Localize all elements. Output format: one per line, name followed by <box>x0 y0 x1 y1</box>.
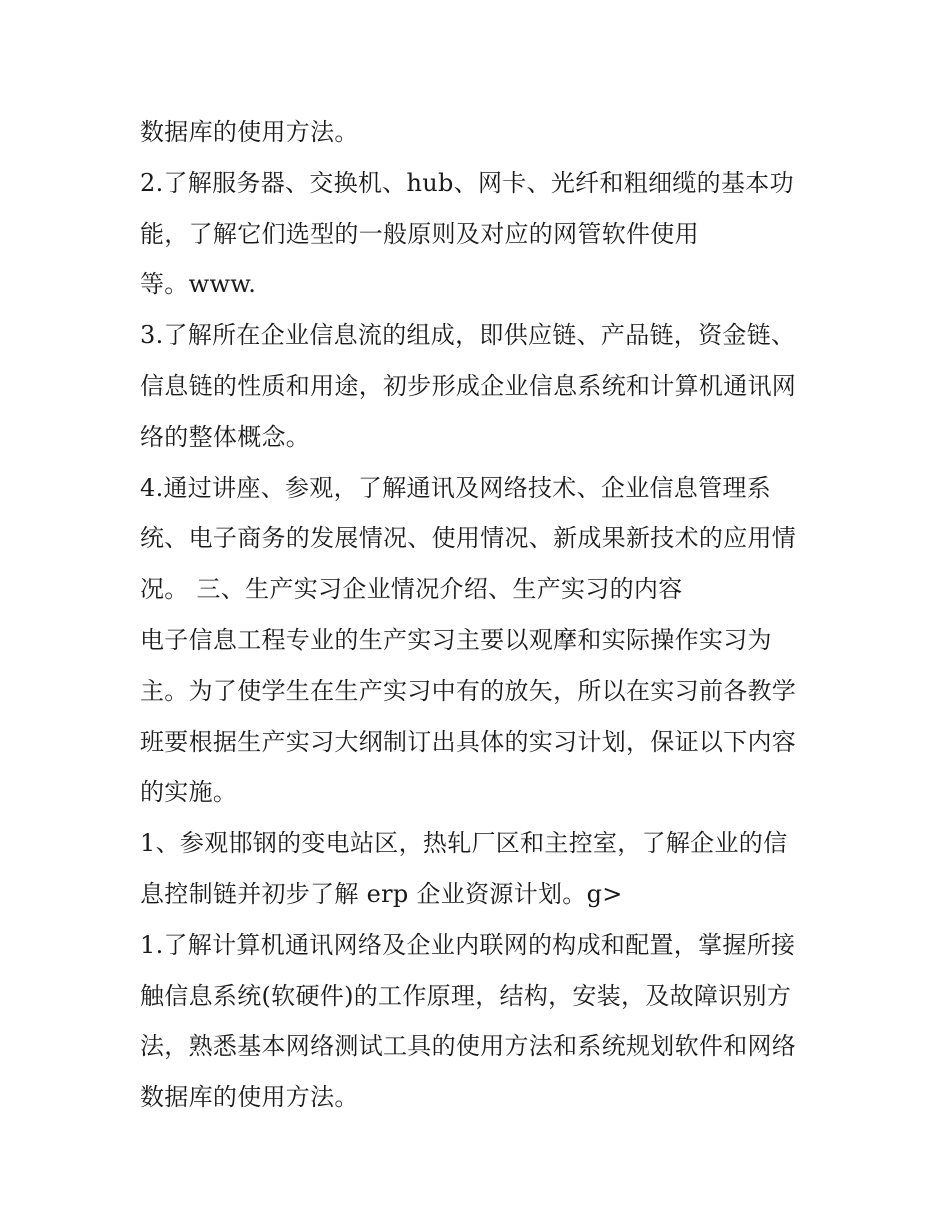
text-line: 等。www. <box>140 270 257 299</box>
text-line: 电子信息工程专业的生产实习主要以观摩和实际操作实习为 <box>140 625 772 654</box>
text-line: 4.通过讲座、参观，了解通讯及网络技术、企业信息管理系 <box>140 473 771 502</box>
text-line: 1、参观邯钢的变电站区，热轧厂区和主控室，了解企业的信 <box>140 829 788 858</box>
text-line: 数据库的使用方法。 <box>140 118 359 146</box>
text-line: 主。为了使学生在生产实习中有的放矢，所以在实习前各教学 <box>140 676 797 705</box>
text-line: 班要根据生产实习大纲制订出具体的实习计划，保证以下内容 <box>140 727 797 756</box>
text-line: 的实施。 <box>140 778 238 807</box>
text-line: 统、电子商务的发展情况、使用情况、新成果新技术的应用情 <box>140 524 797 553</box>
text-line: 数据库的使用方法。 <box>140 1083 359 1112</box>
body-text <box>140 107 830 1123</box>
text-line: 息控制链并初步了解 erp 企业资源计划。g> <box>140 879 623 908</box>
text-line: 3.了解所在企业信息流的组成，即供应链、产品链，资金链、 <box>140 321 796 350</box>
text-line: 信息链的性质和用途，初步形成企业信息系统和计算机通讯网 <box>140 371 797 400</box>
text-line: 能，了解它们选型的一般原则及对应的网管软件使用 <box>140 219 699 248</box>
text-line: 络的整体概念。 <box>140 422 311 451</box>
text-line: 况。 三、生产实习企业情况介绍、生产实习的内容 <box>140 575 683 604</box>
text-line: 2.了解服务器、交换机、hub、网卡、光纤和粗细缆的基本功 <box>140 168 794 197</box>
text-line: 1.了解计算机通讯网络及企业内联网的构成和配置，掌握所接 <box>140 930 796 959</box>
text-line: 法，熟悉基本网络测试工具的使用方法和系统规划软件和网络 <box>140 1032 797 1061</box>
text-line: 触信息系统(软硬件)的工作原理，结构，安装，及故障识别方 <box>140 981 792 1010</box>
